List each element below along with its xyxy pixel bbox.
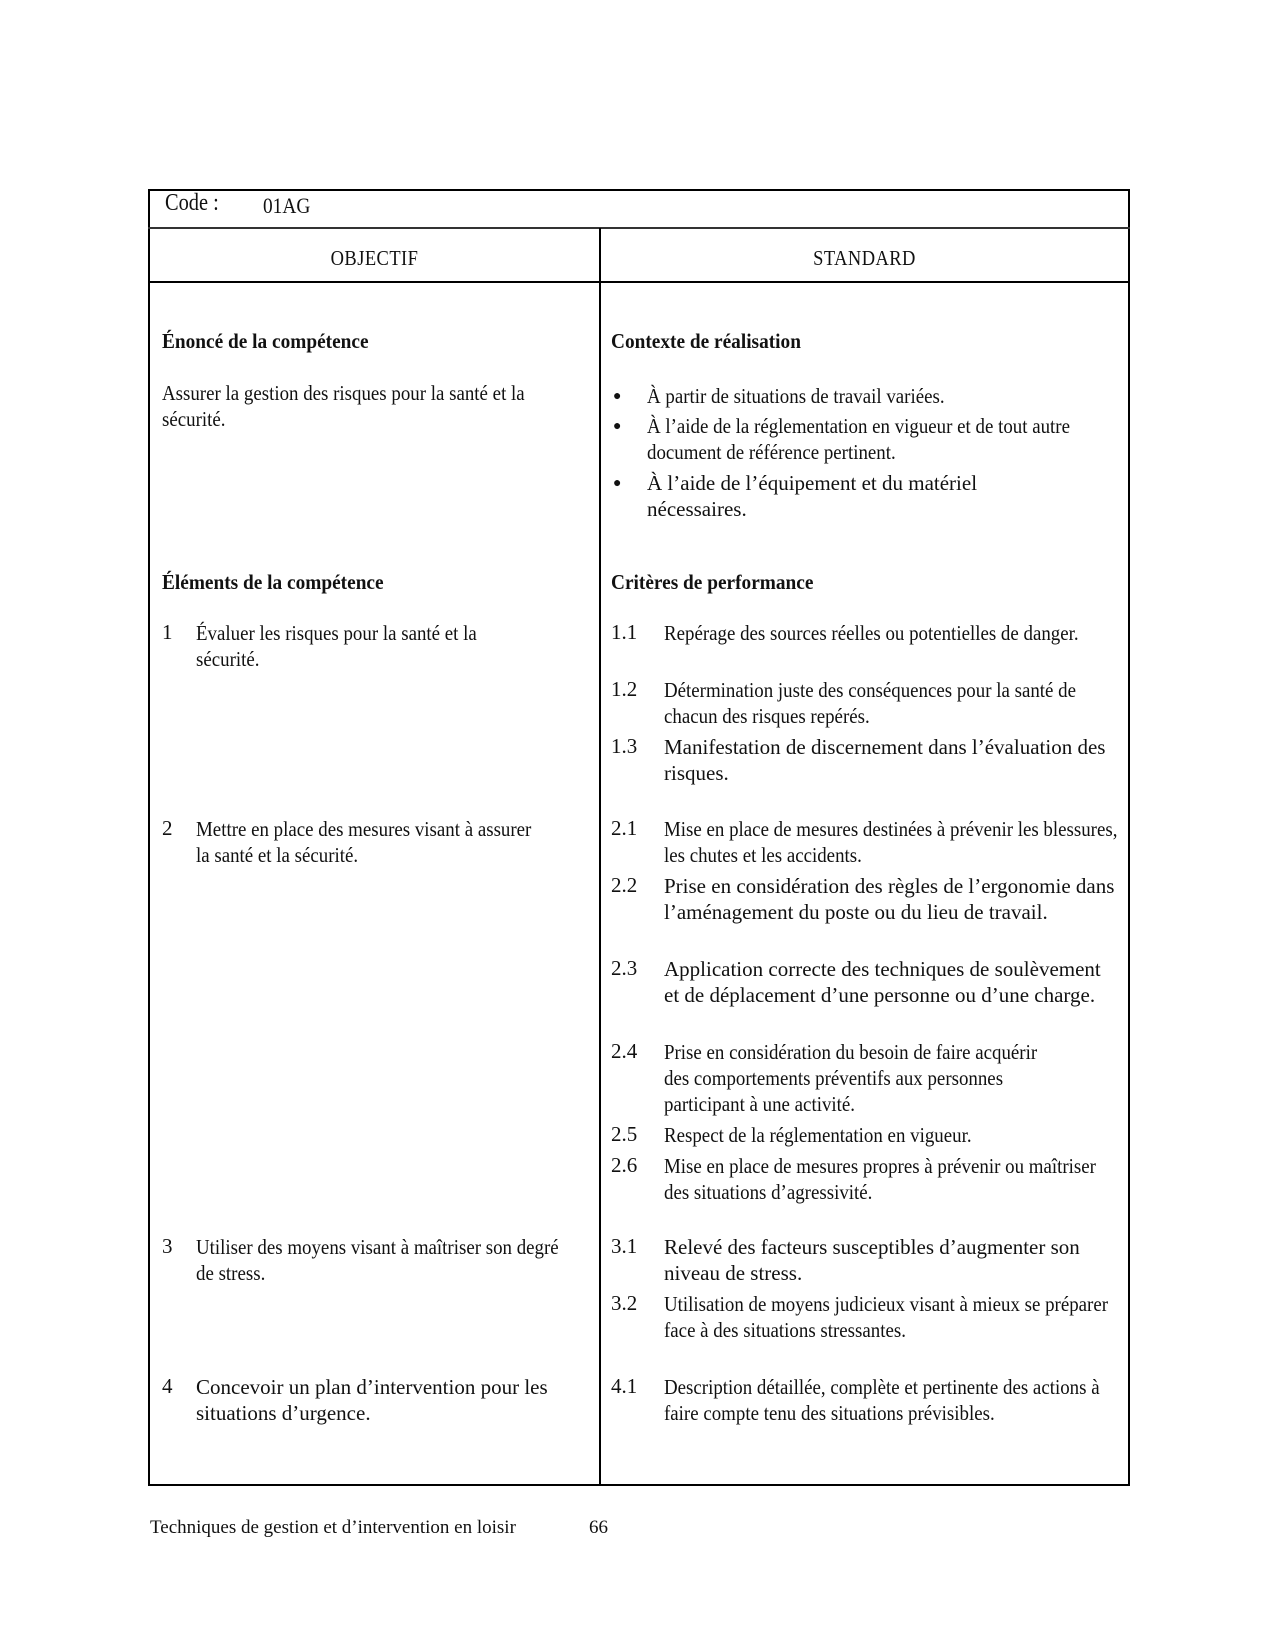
page-number: 66 xyxy=(589,1517,608,1538)
contexte-item: À l’aide de la réglementation en vigueur et de tout autre document de référence pertinent. xyxy=(647,414,1070,464)
critere-number: 3.2 xyxy=(611,1291,638,1315)
critere-text: Repérage des sources réelles ou potentielles de danger. xyxy=(664,621,1079,645)
code-row-divider xyxy=(148,227,1130,229)
contexte-heading: Contexte de réalisation xyxy=(611,329,801,353)
column-divider xyxy=(599,228,601,1485)
code-value: 01AG xyxy=(263,193,311,218)
critere-number: 2.2 xyxy=(611,873,638,897)
critere-number: 2.3 xyxy=(611,956,638,980)
critere-number: 4.1 xyxy=(611,1374,638,1398)
critere-text: Relevé des facteurs susceptibles d’augmenter son niveau de stress. xyxy=(664,1235,1080,1285)
element-text: Mettre en place des mesures visant à assurer la santé et la sécurité. xyxy=(196,817,532,867)
table-border-right xyxy=(1128,189,1130,1485)
critere-number: 2.1 xyxy=(611,816,638,840)
column-header-objectif: OBJECTIF xyxy=(330,246,419,270)
critere-text: Mise en place de mesures destinées à prévenir les blessures, les chutes et les accidents. xyxy=(664,817,1118,867)
critere-number: 2.4 xyxy=(611,1039,638,1063)
element-text: Évaluer les risques pour la santé et la sécurité. xyxy=(196,621,477,671)
element-text: Utiliser des moyens visant à maîtriser son degré de stress. xyxy=(196,1235,559,1285)
footer-document-title: Techniques de gestion et d’intervention en loisir xyxy=(150,1517,516,1538)
critere-number: 1.1 xyxy=(611,620,638,644)
critere-text: Application correcte des techniques de soulèvement et de déplacement d’une personne ou d’une charge. xyxy=(664,957,1101,1007)
code-label: Code : xyxy=(165,190,219,216)
critere-number: 2.6 xyxy=(611,1153,638,1177)
element-number: 3 xyxy=(162,1234,173,1258)
elements-heading: Éléments de la compétence xyxy=(162,570,384,594)
contexte-item: À l’aide de l’équipement et du matériel nécessaires. xyxy=(647,471,978,521)
enonce-heading: Énoncé de la compétence xyxy=(162,329,369,353)
critere-text: Manifestation de discernement dans l’évaluation des risques. xyxy=(664,735,1106,785)
element-number: 1 xyxy=(162,620,173,644)
header-row-divider xyxy=(148,281,1130,283)
bullet-icon: ● xyxy=(613,419,622,434)
bullet-icon: ● xyxy=(613,476,622,491)
critere-text: Mise en place de mesures propres à prévenir ou maîtriser des situations d’agressivité. xyxy=(664,1154,1096,1204)
table-border-left xyxy=(148,189,150,1485)
table-border-top xyxy=(148,189,1130,191)
element-text: Concevoir un plan d’intervention pour les situations d’urgence. xyxy=(196,1375,548,1425)
element-number: 4 xyxy=(162,1374,173,1398)
critere-text: Description détaillée, complète et pertinente des actions à faire compte tenu des situations prévisibles. xyxy=(664,1375,1100,1425)
critere-number: 1.2 xyxy=(611,677,638,701)
critere-text: Prise en considération des règles de l’ergonomie dans l’aménagement du poste ou du lieu de travail. xyxy=(664,874,1115,924)
critere-text: Respect de la réglementation en vigueur. xyxy=(664,1123,972,1147)
element-number: 2 xyxy=(162,816,173,840)
criteres-heading: Critères de performance xyxy=(611,570,814,594)
critere-text: Utilisation de moyens judicieux visant à mieux se préparer face à des situations stressantes. xyxy=(664,1292,1109,1342)
contexte-item: À partir de situations de travail variées. xyxy=(647,384,945,408)
critere-number: 2.5 xyxy=(611,1122,638,1146)
critere-number: 1.3 xyxy=(611,734,638,758)
enonce-text: Assurer la gestion des risques pour la santé et la sécurité. xyxy=(162,381,525,431)
critere-number: 3.1 xyxy=(611,1234,638,1258)
critere-text: Détermination juste des conséquences pour la santé de chacun des risques repérés. xyxy=(664,678,1076,728)
column-header-standard: STANDARD xyxy=(813,246,916,270)
bullet-icon: ● xyxy=(613,389,622,404)
critere-text: Prise en considération du besoin de faire acquérir des comportements préventifs aux personnes participant à une activité. xyxy=(664,1040,1038,1116)
table-border-bottom xyxy=(148,1484,1130,1486)
